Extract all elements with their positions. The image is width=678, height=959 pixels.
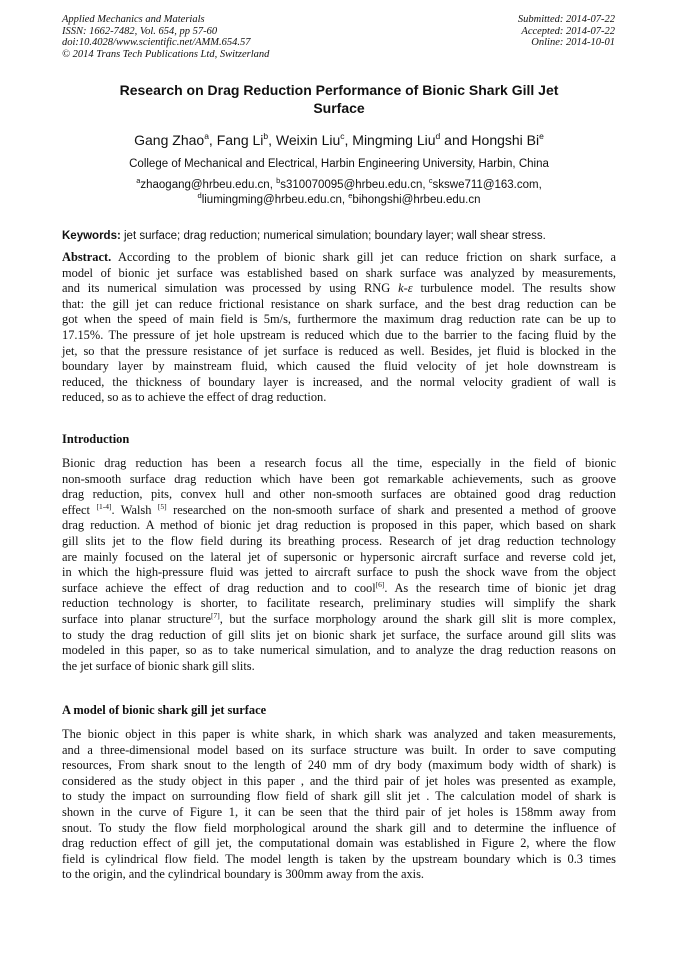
intro-line: reduction technology is shorter, to facilitate research, preliminary studies will simplify the shark xyxy=(62,596,616,611)
journal-header xyxy=(62,14,269,60)
intro-line: in which the high-pressure fluid was jetted to aircraft surface to push the shock wave from the object xyxy=(62,565,616,580)
author-name: Gang Zhao xyxy=(134,132,205,148)
citation: [5] xyxy=(157,501,167,511)
email-address: skswe711@163.com xyxy=(432,179,539,191)
email-separator: , xyxy=(422,179,429,191)
model-name: k-ε xyxy=(398,281,413,296)
intro-line: non-smooth surface drag reduction which have been got remarkable achievements, such as groove xyxy=(62,471,616,486)
intro-line xyxy=(62,503,616,519)
intro-text: . Walsh xyxy=(111,502,158,517)
model-line: drag reduction effect of gill jet, the computational domain was established in Figure 2, where the flow xyxy=(62,836,616,851)
email-mark: a xyxy=(136,176,141,185)
accepted-date: Accepted: 2014-07-22 xyxy=(521,25,615,37)
author-mark: d xyxy=(435,131,441,141)
model-line: and a three-dimensional model based on its surface structure was built. In order to save computing xyxy=(62,742,616,757)
intro-line: gill slits jet to the flow field during its breathing process. Research of jet drag reduction technology xyxy=(62,533,616,548)
affiliation: College of Mechanical and Electrical, Harbin Engineering University, Harbin, China xyxy=(129,158,549,170)
author-name: Weixin Liu xyxy=(275,132,341,148)
copyright-line: © 2014 Trans Tech Publications Ltd, Switzerland xyxy=(62,48,270,60)
issn-line: ISSN: 1662-7482, Vol. 654, pp 57-60 xyxy=(62,25,218,37)
journal-name: Applied Mechanics and Materials xyxy=(62,14,205,25)
introduction-heading: Introduction xyxy=(62,432,130,446)
doi-line: doi:10.4028/www.scientific.net/AMM.654.57 xyxy=(62,37,251,49)
intro-text: researched on the non-smooth surface of shark and presented a method of groove xyxy=(166,502,616,517)
author-separator: , xyxy=(344,132,353,148)
intro-line xyxy=(62,581,616,597)
model-section-body xyxy=(62,727,616,883)
intro-text: surface achieve the effect of drag reduction and to cool xyxy=(62,580,376,595)
email-address: bihongshi@hrbeu.edu.cn xyxy=(352,193,481,206)
abstract-label: Abstract. xyxy=(62,250,112,264)
abstract-line xyxy=(62,281,616,297)
abstract-line: reduced, so as to achieve the effect of drag reduction. xyxy=(62,390,327,405)
email-list xyxy=(40,178,638,207)
model-line: field is cylindrical flow field. The model length is taken by the upstream boundary which is 0.3 times xyxy=(62,851,616,866)
intro-line: are mainly focused on the lateral jet of supersonic or hypersonic aircraft surface and reverse cold jet, xyxy=(62,549,616,564)
abstract-line: that: the gill jet can reduce frictional resistance on shark surface, and the best drag reduction can be xyxy=(62,296,616,311)
intro-line: Bionic drag reduction has been a research focus all the time, especially in the field of bionic xyxy=(62,456,616,470)
abstract-line: model of bionic jet surface was established based on shark surface was analyzed by measurements, xyxy=(62,265,616,280)
title-line-1: Research on Drag Reduction Performance of Bionic Shark Gill Jet xyxy=(119,82,559,98)
abstract-line: 17.15%. The pressure of jet hole upstream is reduced which due to the barrier to the facing fluid by the xyxy=(62,327,616,342)
intro-text: . As the research time of bionic jet drag xyxy=(384,580,616,595)
author-name: Hongshi Bi xyxy=(471,132,540,148)
abstract-text: turbulence model. The results show xyxy=(412,281,616,296)
author-mark: e xyxy=(539,131,544,141)
intro-line: drag reduction, pits, convex hull and other non-smooth surfaces are obtained good drag reduction xyxy=(62,487,616,502)
dates-header xyxy=(518,14,615,49)
author-list xyxy=(40,131,638,149)
abstract-line xyxy=(62,250,616,266)
intro-line: drag reduction. A method of bionic jet drag reduction is proposed in this paper, which based on shark xyxy=(62,518,616,533)
email-mark: b xyxy=(276,176,281,185)
intro-text: surface into planar structure xyxy=(62,611,211,626)
intro-line: the jet surface of bionic shark gill slits. xyxy=(62,658,255,673)
email-address: liumingming@hrbeu.edu.cn xyxy=(201,193,342,206)
title-line-2: Surface xyxy=(313,100,365,116)
abstract xyxy=(62,250,616,406)
email-mark: e xyxy=(348,190,353,200)
email-address: s310070095@hrbeu.edu.cn xyxy=(280,179,423,191)
author-separator: , xyxy=(208,132,217,148)
email-address: zhaogang@hrbeu.edu.cn xyxy=(140,179,270,191)
paper-title xyxy=(70,81,608,117)
model-line: considered as the study object in this paper , and the third pair of jet holes was presented as example, xyxy=(62,773,616,788)
abstract-line: reduced, the thickness of boundary layer is increased, and the normal velocity gradient of wall is xyxy=(62,374,616,389)
model-line: snout. To study the flow field morphological around the shark gill and to determine the influence of xyxy=(62,820,616,835)
abstract-line: boundary layer by mainstream fluid, which caused the fluid velocity of jet hole downstream is xyxy=(62,359,616,374)
email-separator: , xyxy=(538,179,542,191)
intro-text: effect xyxy=(62,502,90,517)
keywords xyxy=(62,229,616,243)
email-mark: d xyxy=(197,190,202,200)
abstract-line: jet, so that the pressure resistance of jet surface is reduced as well. Besides, jet fluid is blocked in the xyxy=(62,343,616,358)
keywords-label: Keywords: xyxy=(62,230,121,242)
intro-text: , but the surface morphology around the shark gill slit is more complex, xyxy=(219,611,617,626)
model-line: resources, From shark snout to the length of 240 mm of dry body (maximum body width of shark) is xyxy=(62,758,616,773)
online-date: Online: 2014-10-01 xyxy=(531,37,615,49)
email-separator: , xyxy=(269,179,277,191)
author-separator: , xyxy=(268,132,276,148)
model-section-heading: A model of bionic shark gill jet surface xyxy=(62,703,267,717)
abstract-line: got when the speed of main field is 5m/s, furthermore the maximum drag reduction rate can be up to xyxy=(62,312,616,327)
submitted-date: Submitted: 2014-07-22 xyxy=(517,14,615,25)
author-name: Mingming Liu xyxy=(352,132,436,148)
introduction-body xyxy=(62,456,616,674)
email-line-2 xyxy=(40,190,638,208)
intro-line xyxy=(62,612,616,628)
email-line-1 xyxy=(40,178,638,193)
author-mark: a xyxy=(204,131,209,141)
abstract-text: and its numerical simulation was processed by using RNG xyxy=(62,281,391,296)
intro-line: modeled in this paper, so as to take numerical simulation, and to analyze the drag reduction reasons on xyxy=(62,643,616,658)
model-line: to study the impact on surrounding flow field of shark gill slit jet . The calculation model of shark is xyxy=(62,789,616,804)
email-separator: , xyxy=(341,193,349,206)
model-line: The bionic object in this paper is white shark, in which shark was analyzed and taken measurements, xyxy=(62,727,616,741)
author-name: Fang Li xyxy=(216,132,264,148)
intro-line: to study the drag reduction of gill slits jet on bionic shark jet surface, the surface around gill slits was xyxy=(62,627,616,642)
author-mark: b xyxy=(263,131,269,141)
model-line: to the origin, and the cylindrical boundary is 300mm away from the axis. xyxy=(62,867,424,882)
citation: [6] xyxy=(375,579,385,589)
author-separator: and xyxy=(440,132,472,148)
citation: [1-4] xyxy=(96,501,112,511)
citation: [7] xyxy=(210,610,220,620)
author-mark: c xyxy=(340,131,345,141)
model-line: shown in the curve of Figure 1, it can be seen that the third pair of jet holes is 158mm away from xyxy=(62,804,616,819)
email-mark: c xyxy=(428,176,433,185)
keywords-text: jet surface; drag reduction; numerical simulation; boundary layer; wall shear stress. xyxy=(124,230,546,242)
abstract-text: According to the problem of bionic shark gill jet can reduce friction on shark surface, a xyxy=(111,250,616,264)
